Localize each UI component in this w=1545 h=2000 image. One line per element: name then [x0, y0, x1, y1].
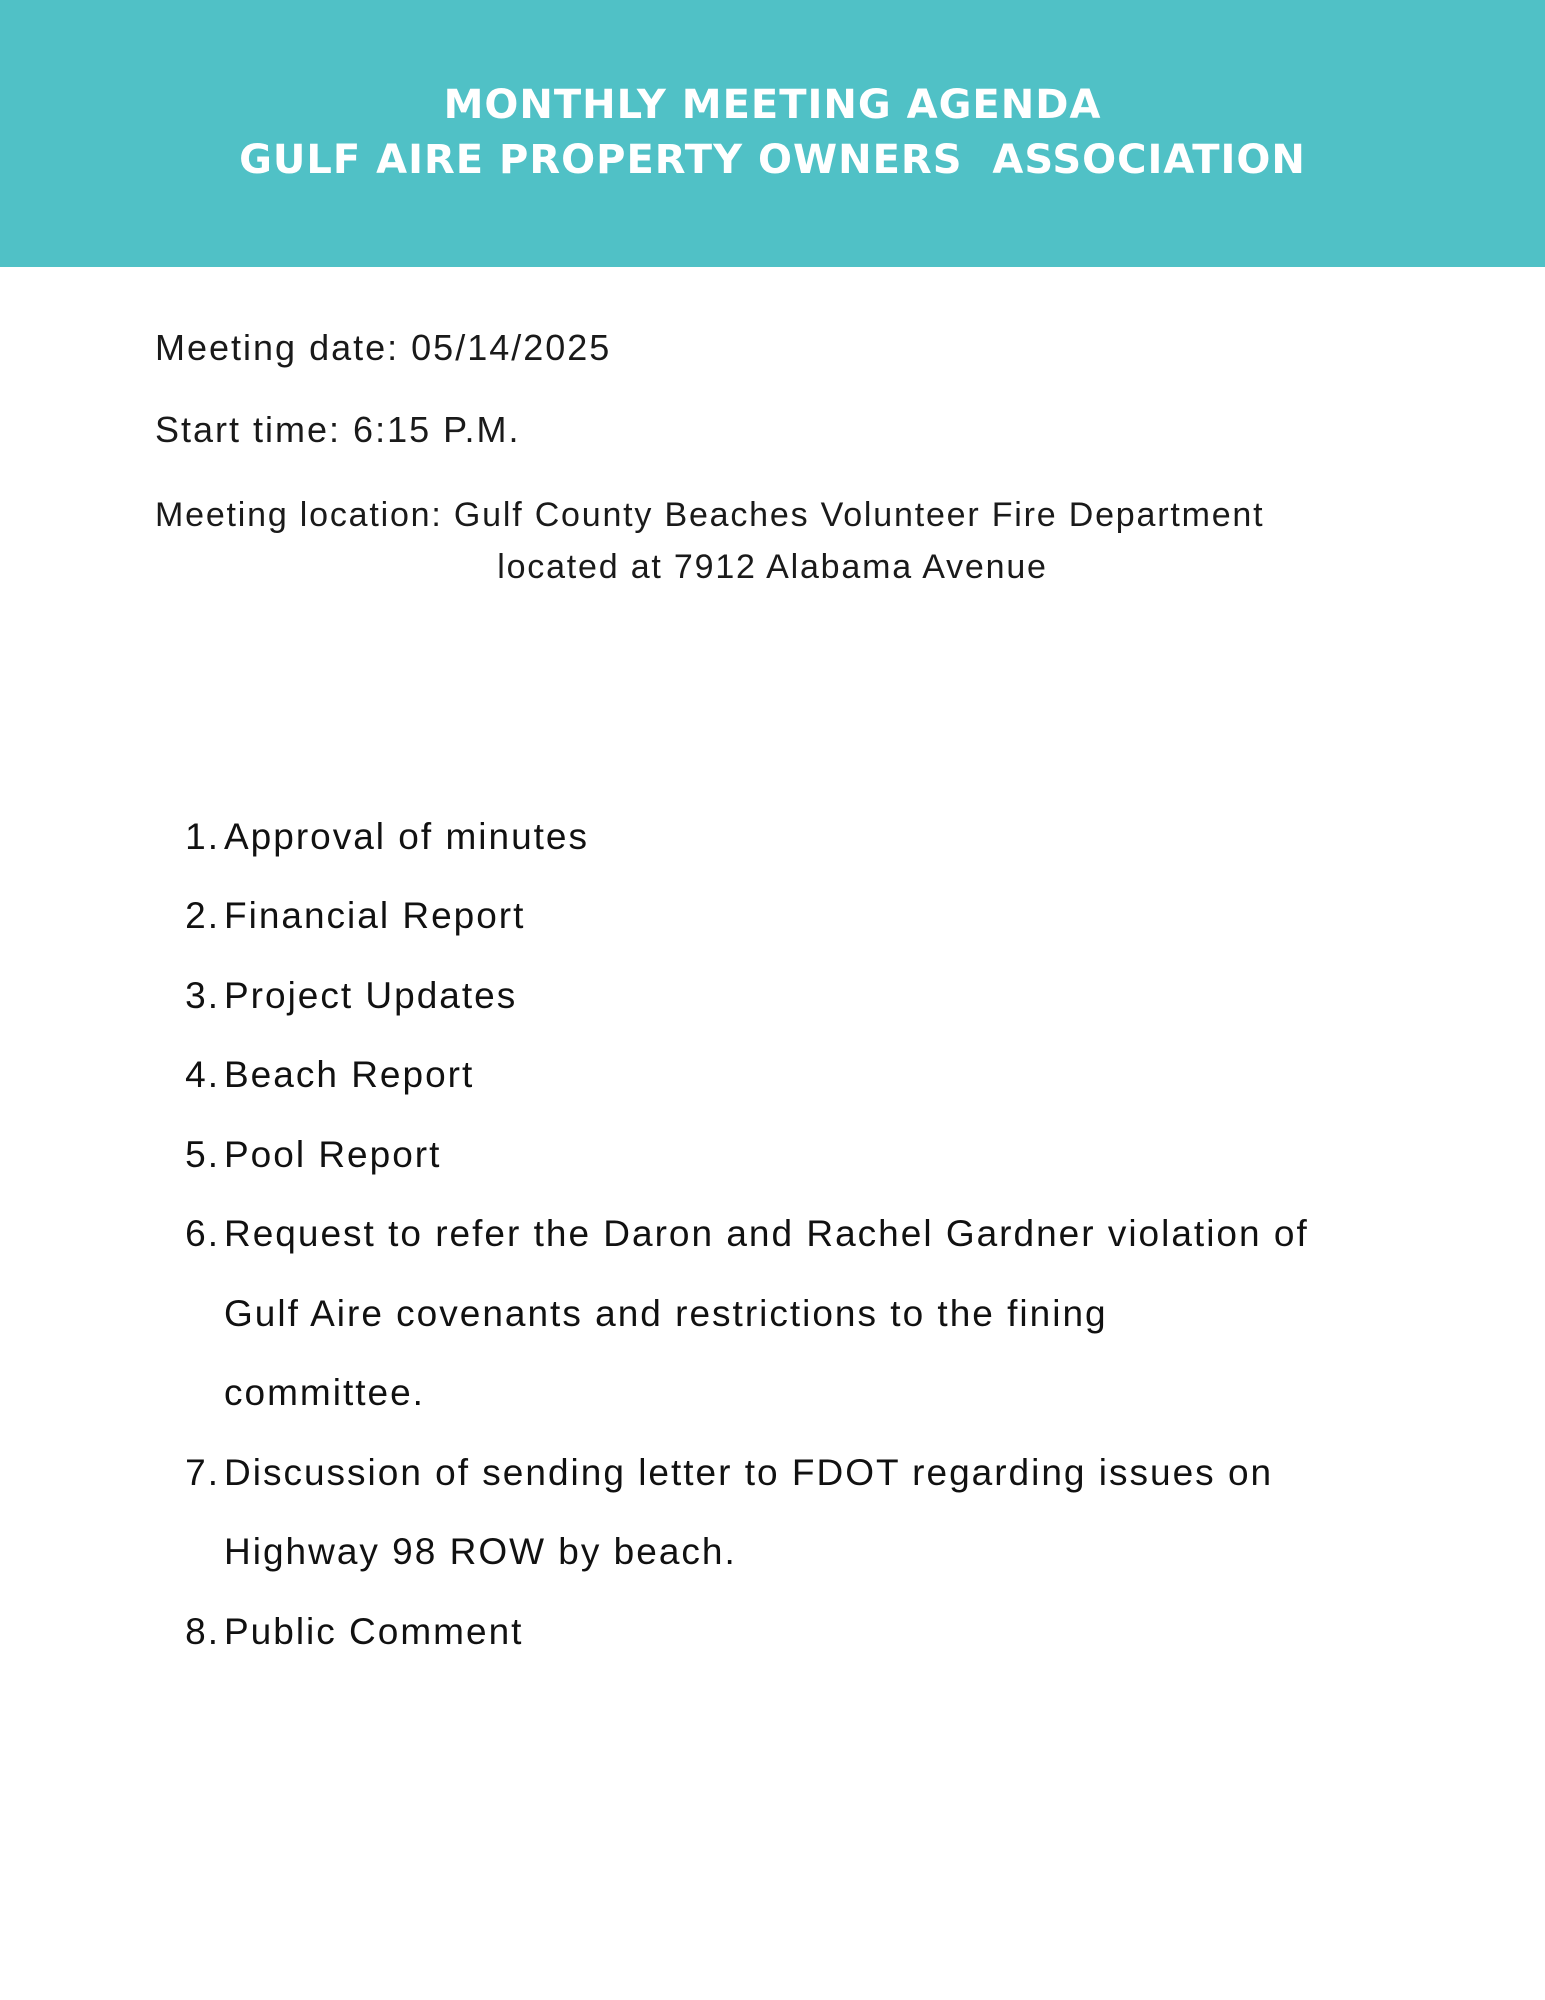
agenda-item-number: 3. — [185, 975, 220, 1016]
association-name: GULF AIRE PROPERTY OWNERS ASSOCIATION — [239, 137, 1306, 183]
agenda-item-number: 4. — [185, 1054, 220, 1095]
agenda-item-text: Approval of minutes — [224, 816, 590, 857]
agenda-item-text: Highway 98 ROW by beach. — [224, 1531, 737, 1572]
agenda-item-text: Financial Report — [224, 895, 526, 936]
agenda-item-number: 7. — [185, 1452, 220, 1493]
agenda-item-text: Public Comment — [224, 1611, 524, 1652]
agenda-item-text: Beach Report — [224, 1054, 475, 1095]
agenda-item-text: committee. — [224, 1372, 425, 1413]
agenda-item-number: 2. — [185, 895, 220, 936]
agenda-item-text: Gulf Aire covenants and restrictions to the fining — [224, 1293, 1108, 1334]
agenda-item-number: 5. — [185, 1134, 220, 1175]
agenda-item-text: Project Updates — [224, 975, 518, 1016]
agenda-item-text: Pool Report — [224, 1134, 442, 1175]
agenda-item-text: Discussion of sending letter to FDOT regarding issues on — [224, 1452, 1274, 1493]
meeting-location: Meeting location: Gulf County Beaches Volunteer Fire Department — [155, 496, 1265, 534]
meeting-location-address: located at 7912 Alabama Avenue — [497, 548, 1048, 586]
agenda-item-text: Request to refer the Daron and Rachel Gardner violation of — [224, 1213, 1309, 1254]
agenda-header-banner — [0, 0, 1545, 267]
agenda-title: MONTHLY MEETING AGENDA — [443, 82, 1102, 128]
agenda-item-number: 6. — [185, 1213, 220, 1254]
meeting-date: Meeting date: 05/14/2025 — [155, 327, 612, 368]
agenda-item-number: 8. — [185, 1611, 220, 1652]
meeting-start-time: Start time: 6:15 P.M. — [155, 409, 521, 450]
agenda-item-number: 1. — [185, 816, 220, 857]
